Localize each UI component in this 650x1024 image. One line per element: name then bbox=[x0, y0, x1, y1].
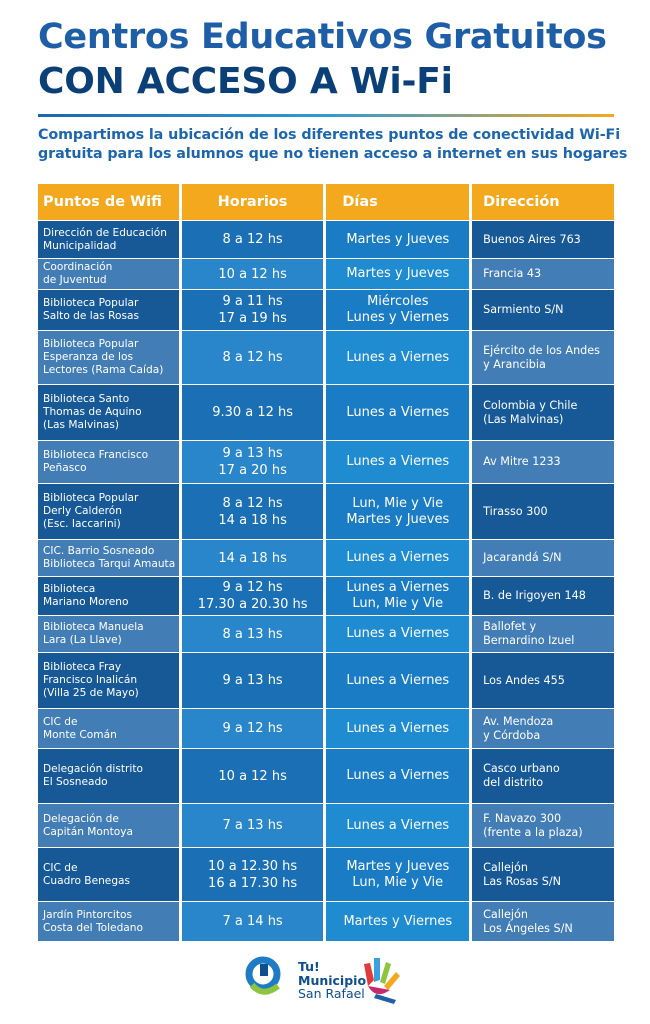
cell-punto-line: Biblioteca Francisco bbox=[43, 449, 149, 461]
title-line-2: CON ACCESO A Wi-Fi bbox=[38, 61, 453, 102]
table-row bbox=[38, 616, 614, 653]
cell-punto-line: Salto de las Rosas bbox=[43, 310, 139, 322]
cell-dias-line: Lunes a Viernes bbox=[346, 720, 450, 736]
cell-direccion bbox=[472, 804, 614, 847]
title-line-1: Centros Educativos Gratuitos bbox=[38, 17, 607, 57]
table-row bbox=[38, 749, 614, 804]
cell-horario bbox=[182, 441, 324, 483]
cell-punto-line: Capitán Montoya bbox=[43, 825, 134, 838]
cell-horario-line: 17.30 a 20.30 hs bbox=[197, 597, 308, 612]
logo-line-1: Tu! bbox=[298, 959, 320, 974]
cell-horario bbox=[182, 709, 324, 748]
cell-punto-line: (Villa 25 de Mayo) bbox=[43, 687, 139, 699]
gradient-divider bbox=[38, 114, 614, 117]
cell-direccion bbox=[472, 577, 614, 615]
table-row bbox=[38, 540, 614, 577]
cell-punto-line: Derly Calderón bbox=[43, 505, 123, 517]
cell-punto-line: Costa del Toledano bbox=[43, 921, 143, 934]
cell-dias-line: Martes y Jueves bbox=[346, 231, 450, 247]
cell-punto-line: (Las Malvinas) bbox=[43, 419, 120, 431]
cell-direccion bbox=[472, 540, 614, 576]
cell-punto-line: Jardín Pintorcitos bbox=[43, 908, 133, 921]
cell-direccion bbox=[472, 221, 614, 258]
cell-dias-line: Lunes y Viernes bbox=[346, 310, 450, 325]
wifi-points-table bbox=[38, 184, 614, 942]
cell-dias bbox=[326, 804, 469, 847]
cell-horario bbox=[182, 540, 324, 576]
intro-line-1: Compartimos la ubicación de los diferentes puntos de conectividad Wi-Fi bbox=[38, 127, 621, 143]
cell-dias bbox=[326, 331, 469, 384]
cell-horario bbox=[182, 259, 324, 289]
table-row bbox=[38, 290, 614, 331]
cell-horario bbox=[182, 484, 324, 539]
cell-dias-line: Martes y Jueves bbox=[346, 511, 450, 527]
cell-punto bbox=[38, 385, 179, 440]
cell-horario-line: 17 a 20 hs bbox=[218, 463, 287, 478]
intro-line-2: gratuita para los alumnos que no tienen acceso a internet en sus hogares bbox=[38, 146, 628, 162]
cell-direccion-line: y Arancibia bbox=[483, 357, 546, 371]
cell-direccion bbox=[472, 484, 614, 539]
cell-dias-line: Lunes a Viernes bbox=[346, 454, 450, 469]
cell-dias-line: Lunes a Viernes bbox=[346, 404, 450, 420]
cell-dias bbox=[326, 749, 469, 803]
cell-horario bbox=[182, 749, 324, 803]
cell-horario bbox=[182, 331, 324, 384]
cell-direccion-line: F. Navazo 300 bbox=[483, 811, 562, 825]
cell-direccion-line: Ejército de los Andes bbox=[483, 343, 600, 357]
cell-direccion-line: (frente a la plaza) bbox=[483, 825, 583, 839]
logo-text bbox=[298, 960, 366, 1001]
cell-direccion bbox=[472, 385, 614, 440]
cell-dias bbox=[326, 385, 469, 440]
cell-horario-line: 8 a 12 hs bbox=[222, 232, 283, 247]
cell-punto bbox=[38, 441, 179, 483]
cell-punto-line: Biblioteca Popular bbox=[43, 338, 139, 350]
cell-punto-line: Municipalidad bbox=[43, 239, 117, 252]
cell-direccion-line: Av Mitre 1233 bbox=[483, 455, 561, 468]
cell-dias-line: Lun, Mie y Vie bbox=[352, 874, 444, 890]
cell-direccion-line: Bernardino Izuel bbox=[483, 634, 575, 647]
cell-horario-line: 17 a 19 hs bbox=[218, 311, 287, 326]
cell-dias-line: Martes y Jueves bbox=[346, 858, 450, 874]
cell-horario-line: 8 a 12 hs bbox=[222, 350, 283, 365]
cell-horario-line: 9 a 12 hs bbox=[222, 580, 283, 595]
cell-dias-line: Martes y Jueves bbox=[346, 266, 450, 281]
cell-direccion-line: Colombia y Chile bbox=[483, 398, 578, 412]
table-row bbox=[38, 804, 614, 848]
cell-punto-line: de Juventud bbox=[43, 274, 107, 286]
cell-punto bbox=[38, 484, 179, 539]
cell-punto bbox=[38, 331, 179, 384]
cell-punto bbox=[38, 540, 179, 576]
cell-direccion-line: Tirasso 300 bbox=[483, 504, 548, 518]
cell-punto bbox=[38, 577, 179, 615]
cell-punto-line: Biblioteca bbox=[43, 583, 96, 595]
cell-horario-line: 9 a 11 hs bbox=[222, 294, 283, 309]
cell-punto-line: Biblioteca Tarqui Amauta bbox=[43, 558, 176, 570]
logo-line-2: Municipio bbox=[298, 972, 367, 988]
table-row bbox=[38, 484, 614, 540]
cell-direccion-line: Los Ángeles S/N bbox=[483, 921, 573, 935]
cell-direccion-line: Casco urbano bbox=[483, 762, 560, 775]
cell-punto bbox=[38, 848, 179, 901]
cell-horario bbox=[182, 290, 324, 330]
cell-direccion-line: Buenos Aires 763 bbox=[483, 232, 581, 246]
cell-dias-line: Lunes a Viernes bbox=[346, 349, 450, 365]
cell-direccion bbox=[472, 848, 614, 901]
cell-punto-line: Mariano Moreno bbox=[43, 596, 129, 608]
cell-dias-line: Lunes a Viernes bbox=[346, 580, 450, 595]
cell-direccion bbox=[472, 749, 614, 803]
cell-dias-line: Lunes a Viernes bbox=[346, 817, 450, 833]
cell-horario-line: 9.30 a 12 hs bbox=[212, 405, 294, 420]
cell-punto-line: Esperanza de los bbox=[43, 351, 133, 363]
cell-horario-line: 7 a 14 hs bbox=[222, 914, 283, 929]
cell-horario bbox=[182, 221, 324, 258]
cell-dias bbox=[326, 540, 469, 576]
cell-dias bbox=[326, 709, 469, 748]
table-row bbox=[38, 653, 614, 709]
cell-direccion bbox=[472, 709, 614, 748]
cell-direccion-line: B. de Irigoyen 148 bbox=[483, 589, 586, 602]
cell-punto bbox=[38, 616, 179, 652]
cell-horario bbox=[182, 653, 324, 708]
cell-dias bbox=[326, 848, 469, 901]
cell-dias-line: Lun, Mie y Vie bbox=[352, 596, 444, 611]
cell-punto bbox=[38, 221, 179, 258]
cell-direccion bbox=[472, 902, 614, 941]
cell-direccion-line: Av. Mendoza bbox=[483, 714, 554, 728]
cell-punto-line: Biblioteca Fray bbox=[43, 661, 122, 673]
cell-direccion bbox=[472, 653, 614, 708]
table-row bbox=[38, 331, 614, 385]
cell-punto-line: CIC de bbox=[43, 861, 78, 874]
table-row bbox=[38, 441, 614, 484]
cell-dias bbox=[326, 902, 469, 941]
table-row bbox=[38, 385, 614, 441]
cell-dias bbox=[326, 616, 469, 652]
cell-horario bbox=[182, 577, 324, 615]
cell-direccion-line: (Las Malvinas) bbox=[483, 412, 564, 426]
cell-punto-line: El Sosneado bbox=[43, 776, 108, 788]
cell-dias-line: Martes y Viernes bbox=[343, 913, 453, 929]
cell-direccion bbox=[472, 441, 614, 483]
cell-punto-line: Lara (La Llave) bbox=[43, 634, 122, 646]
cell-direccion-line: Jacarandá S/N bbox=[483, 551, 562, 564]
cell-dias bbox=[326, 484, 469, 539]
cell-punto-line: Biblioteca Manuela bbox=[43, 621, 144, 633]
cell-punto-line: Thomas de Aquino bbox=[43, 406, 142, 418]
cell-horario-line: 9 a 13 hs bbox=[222, 446, 283, 461]
column-header-puntos: Puntos de Wifi bbox=[38, 184, 179, 220]
table-row bbox=[38, 902, 614, 942]
cell-horario-line: 16 a 17.30 hs bbox=[208, 875, 298, 891]
cell-horario bbox=[182, 385, 324, 440]
column-header-dias: Días bbox=[326, 184, 469, 220]
cell-horario-line: 7 a 13 hs bbox=[222, 818, 283, 833]
intro-text bbox=[38, 126, 628, 164]
cell-direccion bbox=[472, 331, 614, 384]
cell-horario-line: 8 a 13 hs bbox=[222, 626, 283, 642]
municipio-logo bbox=[244, 952, 404, 1008]
cell-dias bbox=[326, 290, 469, 330]
cell-punto-line: CIC de bbox=[43, 715, 78, 728]
cell-direccion bbox=[472, 290, 614, 330]
cell-direccion-line: Los Andes 455 bbox=[483, 673, 565, 687]
cell-horario-line: 10 a 12 hs bbox=[218, 768, 287, 784]
cell-direccion-line: Las Rosas S/N bbox=[483, 874, 561, 888]
table-row bbox=[38, 221, 614, 259]
cell-direccion-line: Ballofet y bbox=[483, 620, 537, 633]
cell-punto-line: Cuadro Benegas bbox=[43, 874, 131, 887]
cell-horario-line: 14 a 18 hs bbox=[218, 550, 287, 566]
page-title bbox=[38, 14, 628, 104]
cell-horario-line: 14 a 18 hs bbox=[218, 512, 287, 528]
cell-horario-line: 9 a 13 hs bbox=[222, 673, 283, 688]
cell-punto-line: Biblioteca Popular bbox=[43, 297, 139, 309]
cell-punto bbox=[38, 902, 179, 941]
column-header-horarios: Horarios bbox=[182, 184, 324, 220]
cell-dias-line: Miércoles bbox=[367, 294, 429, 309]
cell-horario bbox=[182, 804, 324, 847]
cell-punto-line: Coordinación bbox=[43, 261, 113, 273]
cell-dias-line: Lunes a Viernes bbox=[346, 550, 450, 565]
cell-direccion-line: Francia 43 bbox=[483, 267, 542, 280]
cell-dias-line: Lunes a Viernes bbox=[346, 768, 450, 783]
cell-punto-line: Francisco Inalicán bbox=[43, 674, 138, 686]
cell-punto bbox=[38, 709, 179, 748]
cell-direccion-line: Callejón bbox=[483, 907, 528, 921]
cell-punto bbox=[38, 804, 179, 847]
cell-horario bbox=[182, 848, 324, 901]
cell-punto-line: Monte Comán bbox=[43, 728, 117, 741]
column-header-direccion: Dirección bbox=[472, 184, 614, 220]
cell-dias-line: Lun, Mie y Vie bbox=[352, 495, 444, 511]
cell-dias-line: Lunes a Viernes bbox=[346, 626, 450, 641]
cell-dias bbox=[326, 441, 469, 483]
cell-direccion-line: y Córdoba bbox=[483, 728, 541, 742]
table-body bbox=[38, 221, 614, 942]
cell-dias-line: Lunes a Viernes bbox=[346, 672, 450, 688]
cell-direccion-line: Callejón bbox=[483, 860, 528, 874]
cell-horario-line: 8 a 12 hs bbox=[222, 495, 283, 511]
cell-horario bbox=[182, 616, 324, 652]
cell-punto-line: Delegación distrito bbox=[43, 763, 143, 775]
cell-horario-line: 10 a 12 hs bbox=[218, 266, 287, 282]
cell-punto bbox=[38, 290, 179, 330]
cell-punto-line: (Esc. Iaccarini) bbox=[43, 518, 121, 530]
table-header bbox=[38, 184, 614, 221]
cell-horario bbox=[182, 902, 324, 941]
cell-punto-line: Lectores (Rama Caída) bbox=[43, 364, 164, 376]
cell-punto-line: CIC. Barrio Sosneado bbox=[43, 545, 155, 557]
cell-direccion-line: del distrito bbox=[483, 776, 544, 789]
table-row bbox=[38, 259, 614, 290]
cell-punto-line: Peñasco bbox=[43, 462, 87, 474]
cell-punto bbox=[38, 653, 179, 708]
cell-punto bbox=[38, 749, 179, 803]
cell-dias bbox=[326, 259, 469, 289]
cell-horario-line: 10 a 12.30 hs bbox=[208, 858, 298, 874]
table-row bbox=[38, 709, 614, 749]
cell-direccion-line: Sarmiento S/N bbox=[483, 303, 564, 316]
cell-punto-line: Biblioteca Santo bbox=[43, 393, 130, 405]
cell-punto bbox=[38, 259, 179, 289]
table-row bbox=[38, 848, 614, 902]
logo-line-3: San Rafael bbox=[298, 986, 365, 1001]
cell-dias bbox=[326, 577, 469, 615]
cell-punto-line: Delegación de bbox=[43, 812, 119, 825]
cell-direccion bbox=[472, 616, 614, 652]
cell-punto-line: Dirección de Educación bbox=[43, 226, 167, 239]
cell-dias bbox=[326, 221, 469, 258]
cell-punto-line: Biblioteca Popular bbox=[43, 492, 139, 504]
cell-horario-line: 9 a 12 hs bbox=[222, 721, 283, 736]
cell-direccion bbox=[472, 259, 614, 289]
table-row bbox=[38, 577, 614, 616]
cell-dias bbox=[326, 653, 469, 708]
